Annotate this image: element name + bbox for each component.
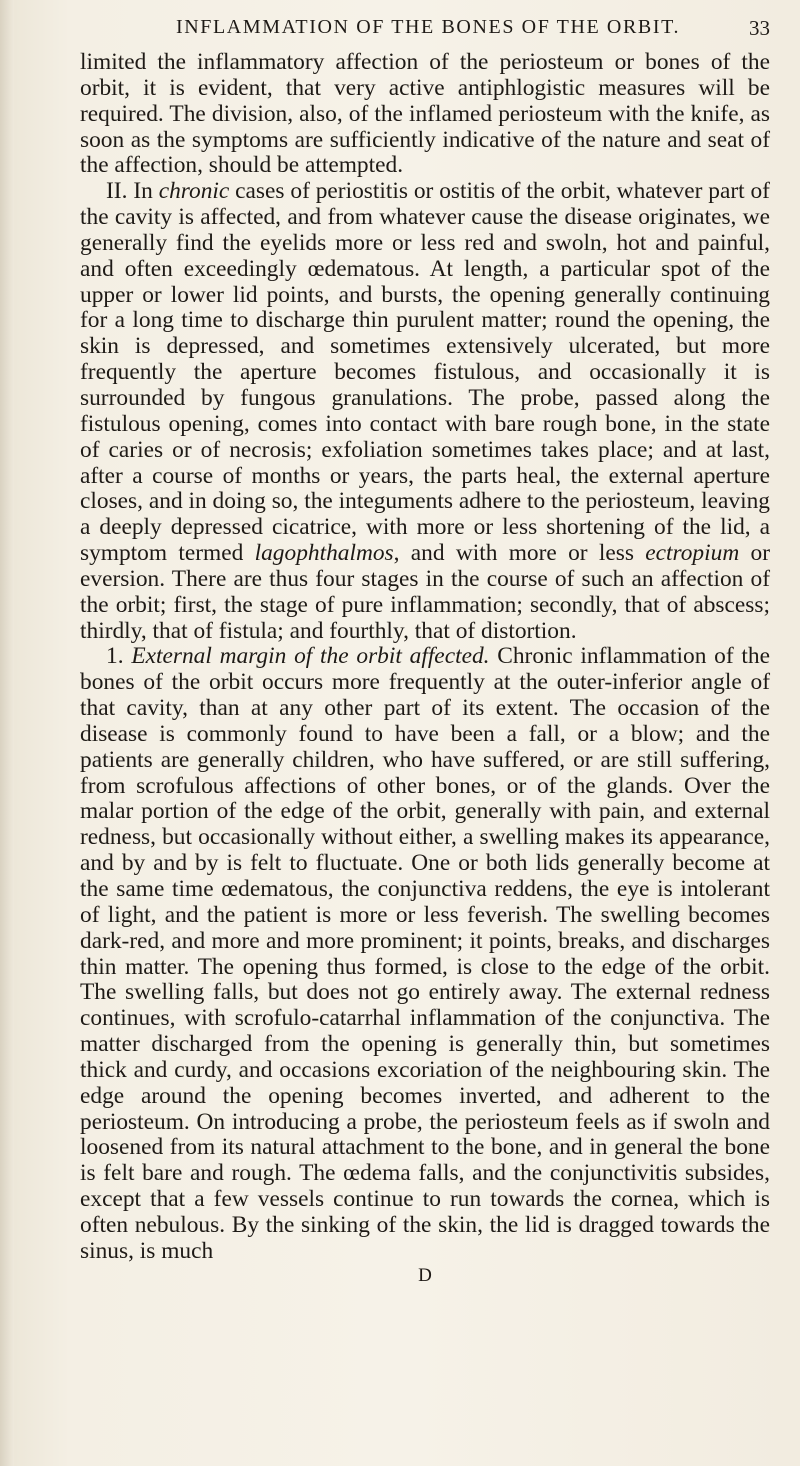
page-binding-edge: [0, 0, 14, 1466]
section-number: II.: [106, 178, 128, 205]
subsection-heading: External margin of the orbit affected.: [131, 643, 490, 670]
paragraph-continuation: [80, 50, 770, 179]
signature-mark: D: [418, 1264, 432, 1286]
paragraph-chronic-cases: [80, 179, 770, 644]
paragraph-text: limited the inflammatory affection of the periosteum or bones of the orbit, it is evident, that very active antiphlogistic measures will be required. The division, also, of the inflamed periosteum with the knife, as soon as the symptoms are sufficiently indicative of the nature and seat of the affection, should be attempted.: [80, 49, 770, 179]
paragraph-lead: In: [133, 178, 153, 205]
term-lagophthalmos: lagophthalmos: [254, 540, 394, 567]
running-title: INFLAMMATION OF THE BONES OF THE ORBIT.: [175, 16, 681, 38]
page-number: 33: [749, 16, 770, 40]
body-text: [80, 50, 770, 1265]
term-ectropium: ectropium: [645, 540, 740, 567]
subsection-number: 1.: [106, 643, 124, 670]
paragraph-external-margin: [80, 644, 770, 1264]
paragraph-text: Chronic inflammation of the bones of the orbit occurs more frequently at the outer-inferior angle of that cavity, than at any other part of its extent. The occasion of the disease is commonly found to have been a fall, or a blow; and the patients are generally children, who have suffered, or are still suffering, from scrofulous affections of other bones, or of the glands. Over the malar portion of the edge of the orbit, generally with pain, and external redness, but occasionally without either, a swelling makes its appearance, and by and by is felt to fluctuate. One or both lids generally become at the same time œdematous, the conjunctiva reddens, the eye is intolerant of light, and the patient is more or less feverish. The swelling becomes dark-red, and more and more prominent; it points, breaks, and discharges thin matter. The opening thus formed, is close to the edge of the orbit. The swelling falls, but does not go entirely away. The external redness continues, with scrofulo-catarrhal inflammation of the conjunctiva. The matter discharged from the opening is generally thin, but sometimes thick and curdy, and occasions excoriation of the neighbouring skin. The edge around the opening becomes inverted, and adherent to the periosteum. On introducing a probe, the periosteum feels as if swoln and loosened from its natural attachment to the bone, and in general the bone is felt bare and rough. The œdema falls, and the conjunctivitis subsides, except that a few vessels continue to run towards the cornea, which is often nebulous. By the sinking of the skin, the lid is dragged towards the sinus, is much: [80, 643, 770, 1264]
running-header: [80, 16, 770, 50]
paragraph-text-tail: or eversion. There are thus four stages in the course of such an affection of the orbit; first, the stage of pure inflammation; secondly, that of abscess; thirdly, that of fistula; and fourthly, that of distortion.: [80, 540, 771, 644]
emphasis-chronic: chronic: [158, 178, 230, 205]
paragraph-text-mid: , and with more or less: [393, 540, 634, 567]
paragraph-text: cases of periostitis or ostitis of the orbit, whatever part of the cavity is affected, and from whatever cause the disease originates, we generally find the eyelids more or less red and swoln, hot and painful, and often exceedingly œdematous. At length, a particular spot of the upper or lower lid points, and bursts, the opening generally continuing for a long time to discharge thin purulent matter; round the opening, the skin is depressed, and sometimes extensively ulcerated, but more frequently the aperture becomes fistulous, and occasionally it is surrounded by fungous granulations. The probe, passed along the fistulous opening, comes into contact with bare rough bone, in the state of caries or of necrosis; exfoliation sometimes takes place; and at last, after a course of months or years, the parts heal, the external aperture closes, and in doing so, the integuments adhere to the periosteum, leaving a deeply depressed cicatrice, with more or less shortening of the lid, a symptom termed: [80, 178, 770, 567]
